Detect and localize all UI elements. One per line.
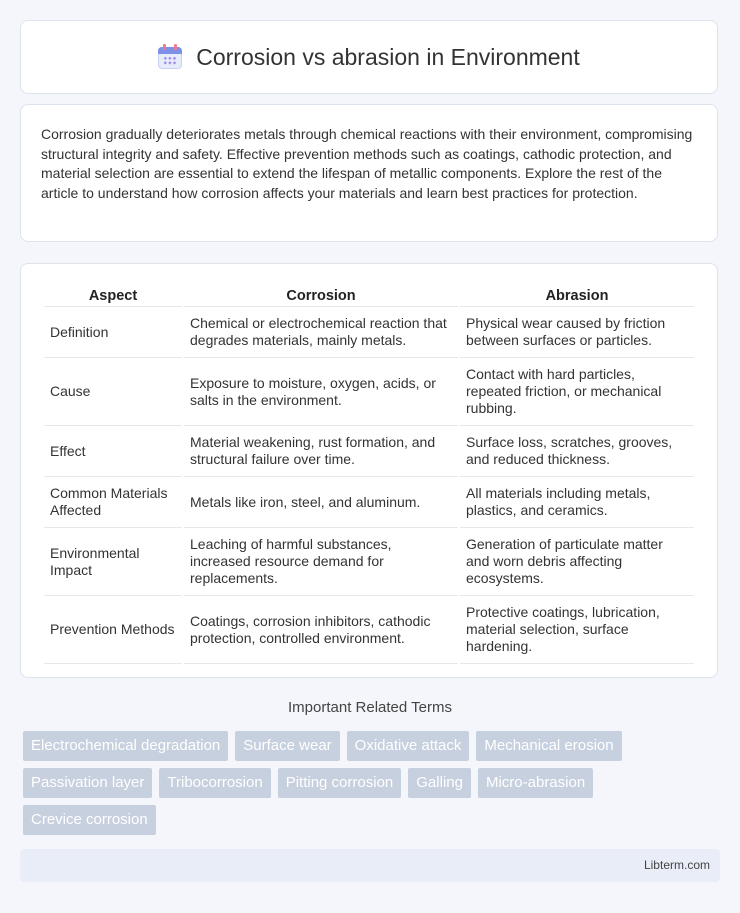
related-term-tag[interactable]: Pitting corrosion: [278, 768, 402, 798]
row-corrosion: Chemical or electrochemical reaction that degrades materials, mainly metals.: [184, 307, 458, 358]
related-term-tag[interactable]: Surface wear: [235, 731, 339, 761]
related-term-tag[interactable]: Oxidative attack: [347, 731, 470, 761]
row-corrosion: Material weakening, rust formation, and structural failure over time.: [184, 426, 458, 477]
related-terms-title: Important Related Terms: [288, 699, 452, 716]
related-term-tag[interactable]: Mechanical erosion: [476, 731, 621, 761]
related-term-tag[interactable]: Electrochemical degradation: [23, 731, 228, 761]
row-corrosion: Leaching of harmful substances, increased resource demand for replacements.: [184, 528, 458, 596]
table-row: [44, 426, 694, 477]
header-abrasion: Abrasion: [460, 284, 694, 307]
header-aspect: Aspect: [44, 284, 182, 307]
row-abrasion: Protective coatings, lubrication, material selection, surface hardening.: [460, 596, 694, 664]
row-abrasion: Physical wear caused by friction between surfaces or particles.: [460, 307, 694, 358]
table-row: [44, 307, 694, 358]
row-aspect: Definition: [44, 307, 182, 358]
row-abrasion: Contact with hard particles, repeated friction, or mechanical rubbing.: [460, 358, 694, 426]
row-aspect: Common Materials Affected: [44, 477, 182, 528]
table-header-row: [44, 284, 694, 307]
related-term-tag[interactable]: Micro-abrasion: [478, 768, 593, 798]
related-terms-list: [23, 731, 703, 835]
related-term-tag[interactable]: Tribocorrosion: [159, 768, 270, 798]
footer-site-link[interactable]: Libterm.com: [643, 858, 710, 872]
table-row: [44, 596, 694, 664]
comparison-table: [42, 284, 696, 664]
row-abrasion: All materials including metals, plastics, and ceramics.: [460, 477, 694, 528]
comparison-card: [20, 263, 718, 678]
related-term-tag[interactable]: Passivation layer: [23, 768, 152, 798]
table-row: [44, 358, 694, 426]
intro-text: Corrosion gradually deteriorates metals through chemical reactions with their environment, compromising structural integrity and safety. Effective prevention methods such as coatings, cathodic protection, and material selection are essential to extend the lifespan of metallic components. Explore the rest of the article to understand how corrosion affects your materials and learn best practices for protection.: [41, 126, 693, 201]
related-term-tag[interactable]: Crevice corrosion: [23, 805, 156, 835]
row-aspect: Environmental Impact: [44, 528, 182, 596]
row-abrasion: Surface loss, scratches, grooves, and reduced thickness.: [460, 426, 694, 477]
calendar-icon: [158, 44, 182, 70]
table-row: [44, 477, 694, 528]
intro-card: [20, 104, 718, 242]
row-corrosion: Metals like iron, steel, and aluminum.: [184, 477, 458, 528]
table-row: [44, 528, 694, 596]
related-term-tag[interactable]: Galling: [408, 768, 471, 798]
row-aspect: Cause: [44, 358, 182, 426]
row-aspect: Prevention Methods: [44, 596, 182, 664]
row-corrosion: Coatings, corrosion inhibitors, cathodic protection, controlled environment.: [184, 596, 458, 664]
row-abrasion: Generation of particulate matter and worn debris affecting ecosystems.: [460, 528, 694, 596]
page-title: Corrosion vs abrasion in Environment: [196, 43, 580, 70]
footer: [20, 849, 720, 882]
row-corrosion: Exposure to moisture, oxygen, acids, or salts in the environment.: [184, 358, 458, 426]
title-card: [20, 20, 718, 94]
header-corrosion: Corrosion: [184, 284, 458, 307]
row-aspect: Effect: [44, 426, 182, 477]
